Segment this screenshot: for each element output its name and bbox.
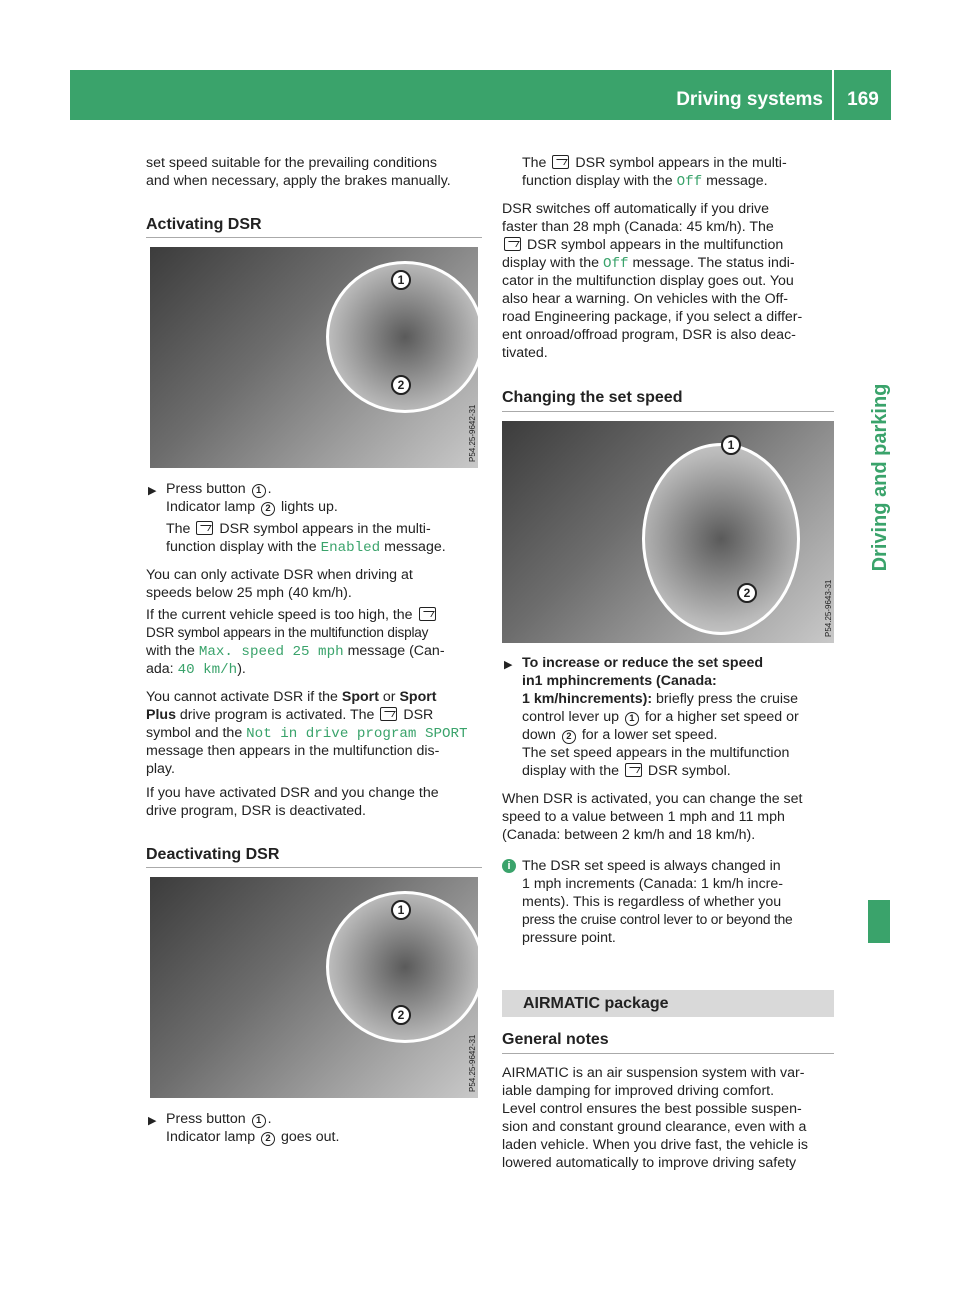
inc-line-5: down 2 for a lower set speed. — [522, 727, 718, 743]
dsr-symbol-icon — [625, 763, 642, 777]
high-line-4: ada: 40 km/h). — [146, 661, 246, 678]
cruise-lever-photo — [502, 421, 834, 643]
callout-1: 1 — [391, 900, 411, 920]
switch-line-9: tivated. — [502, 345, 548, 361]
page-number: 169 — [847, 89, 879, 110]
chapter-marker — [868, 900, 890, 943]
dsr-symbol-icon — [419, 607, 436, 621]
switch-line-8: ent onroad/offroad program, DSR is also deac- — [502, 327, 796, 343]
callout-1-icon: 1 — [252, 484, 266, 498]
deact-step-1: ▶ Press button 1 . — [146, 1110, 482, 1128]
heading-rule — [146, 237, 482, 238]
sport-line-1: You cannot activate DSR if the Sport or Sport — [146, 689, 437, 705]
callout-1: 1 — [391, 270, 411, 290]
image-code: P54.25-9643-31 — [824, 579, 833, 637]
deactivating-heading: Deactivating DSR — [146, 846, 280, 863]
zoom-circle — [642, 443, 800, 635]
switch-line-6: also hear a warning. On vehicles with the Off- — [502, 291, 788, 307]
when-line-2: speed to a value between 1 mph and 11 mph — [502, 809, 785, 825]
callout-2: 2 — [391, 1005, 411, 1025]
dsr-button-photo — [150, 247, 478, 468]
info-icon: i — [502, 859, 516, 873]
r-func-line: function display with the Off message. — [522, 173, 768, 190]
gen-line-3: Level control ensures the best possible suspen- — [502, 1101, 802, 1117]
dsr-symbol-icon — [504, 237, 521, 251]
sport-line-4: message then appears in the multifunction dis- — [146, 743, 440, 759]
high-line-3: with the Max. speed 25 mph message (Can- — [146, 643, 445, 660]
callout-2: 2 — [737, 583, 757, 603]
heading-rule — [146, 867, 482, 868]
callout-2-icon: 2 — [562, 730, 576, 744]
switch-line-3: DSR symbol appears in the multifunction — [502, 236, 834, 254]
section-title: Driving systems — [676, 89, 823, 110]
note-line-4: press the cruise control lever to or beyond the — [522, 912, 793, 927]
sport-line-2: Plus drive program is activated. The DSR — [146, 707, 434, 723]
switch-line-5: cator in the multifunction display goes out. You — [502, 273, 794, 289]
act-step-1: ▶ Press button 1 . — [146, 480, 482, 498]
image-code: P54.25-9642-31 — [468, 1034, 477, 1092]
inc-line-3: 1 km/hincrements): briefly press the cruise — [522, 691, 798, 707]
note-line-1: i The DSR set speed is always changed in — [502, 857, 834, 875]
gen-line-2: iable damping for improved driving comfort. — [502, 1083, 775, 1099]
switch-line-4: display with the Off message. The status indi- — [502, 255, 795, 272]
inc-line-1: ▶ To increase or reduce the set speed — [502, 654, 834, 672]
sport-line-3: symbol and the Not in drive program SPORT — [146, 725, 468, 742]
act-lamp: Indicator lamp 2 lights up. — [166, 499, 338, 515]
step-arrow-icon: ▶ — [504, 659, 513, 671]
when-line-3: (Canada: between 2 km/h and 18 km/h). — [502, 827, 756, 843]
note-line-5: pressure point. — [522, 930, 616, 946]
note-line-3: ments). This is regardless of whether you — [522, 894, 782, 910]
intro-line-2: and when necessary, apply the brakes manually. — [146, 173, 451, 189]
act-func: function display with the Enabled message. — [166, 539, 446, 556]
inc-line-4: control lever up 1 for a higher set speed or — [522, 709, 799, 725]
image-code: P54.25-9642-31 — [468, 404, 477, 462]
only-line-2: speeds below 25 mph (40 km/h). — [146, 585, 352, 601]
switch-line-7: road Engineering package, if you select a differ- — [502, 309, 803, 325]
deact-lamp: Indicator lamp 2 goes out. — [166, 1129, 340, 1145]
inc-line-2: in1 mphincrements (Canada: — [522, 673, 717, 689]
dsr-symbol-icon — [380, 707, 397, 721]
act-sym: The DSR symbol appears in the multi- — [166, 521, 431, 537]
chapter-tab-label: Driving and parking — [869, 383, 891, 572]
r-sym-line: The DSR symbol appears in the multi- — [522, 155, 787, 171]
switch-line-2: faster than 28 mph (Canada: 45 km/h). The — [502, 219, 774, 235]
callout-1-icon: 1 — [625, 712, 639, 726]
change-line-2: drive program, DSR is deactivated. — [146, 803, 366, 819]
activating-heading: Activating DSR — [146, 216, 262, 233]
intro-line-1: set speed suitable for the prevailing conditions — [146, 155, 438, 171]
switch-line-1: DSR switches off automatically if you drive — [502, 201, 770, 217]
changing-heading: Changing the set speed — [502, 389, 683, 406]
inc-line-6: The set speed appears in the multifunction — [522, 745, 790, 761]
dsr-button-photo-2 — [150, 877, 478, 1098]
callout-2-icon: 2 — [261, 1132, 275, 1146]
step-arrow-icon: ▶ — [148, 485, 157, 497]
callout-2-icon: 2 — [261, 502, 275, 516]
gen-line-6: lowered automatically to improve driving safety — [502, 1155, 797, 1171]
high-line-1: If the current vehicle speed is too high, the — [146, 606, 482, 624]
inc-line-7: display with the DSR symbol. — [522, 763, 731, 779]
change-line-1: If you have activated DSR and you change the — [146, 785, 439, 801]
airmatic-heading: AIRMATIC package — [523, 995, 669, 1012]
chapter-tab — [870, 280, 891, 675]
callout-2: 2 — [391, 375, 411, 395]
step-arrow-icon: ▶ — [148, 1115, 157, 1127]
gen-line-4: sion and constant ground clearance, even with a — [502, 1119, 807, 1135]
sport-line-5: play. — [146, 761, 175, 777]
general-notes-heading: General notes — [502, 1031, 609, 1048]
gen-line-1: AIRMATIC is an air suspension system with var- — [502, 1065, 805, 1081]
only-line-1: You can only activate DSR when driving at — [146, 567, 413, 583]
dsr-symbol-icon — [196, 521, 213, 535]
airmatic-heading-box — [502, 990, 834, 1017]
dsr-symbol-icon — [552, 155, 569, 169]
heading-rule — [502, 1053, 834, 1054]
gen-line-5: laden vehicle. When you drive fast, the vehicle is — [502, 1137, 808, 1153]
callout-1-icon: 1 — [252, 1114, 266, 1128]
callout-1: 1 — [721, 435, 741, 455]
high-line-2: DSR symbol appears in the multifunction display — [146, 625, 429, 640]
header-divider — [832, 70, 834, 120]
note-line-2: 1 mph increments (Canada: 1 km/h incre- — [522, 876, 784, 892]
heading-rule — [502, 411, 834, 412]
when-line-1: When DSR is activated, you can change the set — [502, 791, 803, 807]
